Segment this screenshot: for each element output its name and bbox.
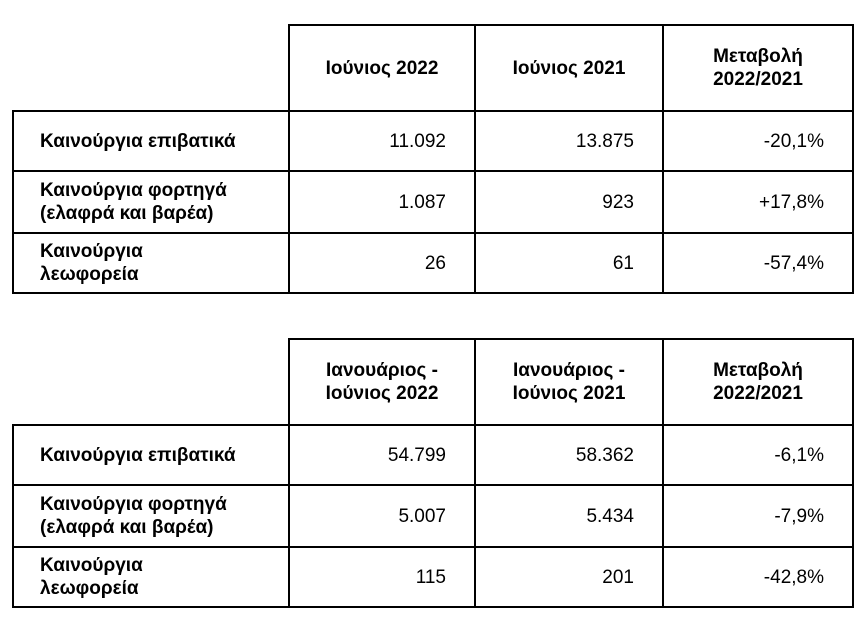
cell-change: -6,1% bbox=[663, 425, 853, 485]
empty-corner-cell bbox=[13, 339, 289, 425]
header-change-line1: Μεταβολή bbox=[713, 46, 803, 67]
header-change-line1: Μεταβολή bbox=[713, 360, 803, 381]
cell-value-2022: 54.799 bbox=[289, 425, 475, 485]
jan-june-registrations-table bbox=[12, 338, 854, 608]
header-line2: Ιούνιος 2022 bbox=[325, 383, 439, 404]
table-row bbox=[13, 425, 853, 485]
header-change bbox=[663, 339, 853, 425]
header-line1: Ιανουάριος - bbox=[513, 360, 625, 381]
table-row bbox=[13, 171, 853, 233]
header-line1: Ιανουάριος - bbox=[326, 360, 438, 381]
row-label-line2: (ελαφρά και βαρέα) bbox=[40, 203, 214, 224]
header-june-2022: Ιούνιος 2022 bbox=[289, 25, 475, 111]
table-header-row bbox=[13, 339, 853, 425]
empty-corner-cell bbox=[13, 25, 289, 111]
cell-value-2022: 115 bbox=[289, 547, 475, 607]
cell-change: -57,4% bbox=[663, 233, 853, 293]
cell-value-2021: 923 bbox=[475, 171, 663, 233]
cell-value-2021: 13.875 bbox=[475, 111, 663, 171]
cell-value-2022: 11.092 bbox=[289, 111, 475, 171]
header-change bbox=[663, 25, 853, 111]
row-label-trucks bbox=[13, 171, 289, 233]
row-label-line1: Καινούργια φορτηγά bbox=[40, 180, 227, 201]
cell-change: -7,9% bbox=[663, 485, 853, 547]
table-header-row bbox=[13, 25, 853, 111]
cell-value-2022: 1.087 bbox=[289, 171, 475, 233]
cell-value-2021: 61 bbox=[475, 233, 663, 293]
row-label-trucks bbox=[13, 485, 289, 547]
header-jan-june-2022 bbox=[289, 339, 475, 425]
row-label-line1: Καινούργια bbox=[40, 241, 143, 262]
header-june-2021: Ιούνιος 2021 bbox=[475, 25, 663, 111]
header-jan-june-2021 bbox=[475, 339, 663, 425]
table-row bbox=[13, 233, 853, 293]
cell-change: -20,1% bbox=[663, 111, 853, 171]
row-label-passenger-cars: Καινούργια επιβατικά bbox=[13, 425, 289, 485]
table-row bbox=[13, 485, 853, 547]
cell-value-2021: 201 bbox=[475, 547, 663, 607]
table-row bbox=[13, 111, 853, 171]
row-label-buses bbox=[13, 233, 289, 293]
row-label-line1: Καινούργια φορτηγά bbox=[40, 494, 227, 515]
cell-change: -42,8% bbox=[663, 547, 853, 607]
cell-value-2022: 5.007 bbox=[289, 485, 475, 547]
cell-change: +17,8% bbox=[663, 171, 853, 233]
row-label-line2: λεωφορεία bbox=[40, 578, 139, 599]
row-label-line2: (ελαφρά και βαρέα) bbox=[40, 517, 214, 538]
cell-value-2021: 58.362 bbox=[475, 425, 663, 485]
row-label-line1: Καινούργια bbox=[40, 555, 143, 576]
table-row bbox=[13, 547, 853, 607]
june-registrations-table bbox=[12, 24, 854, 294]
header-change-line2: 2022/2021 bbox=[713, 383, 803, 404]
header-change-line2: 2022/2021 bbox=[713, 69, 803, 90]
cell-value-2022: 26 bbox=[289, 233, 475, 293]
header-line2: Ιούνιος 2021 bbox=[512, 383, 626, 404]
row-label-line2: λεωφορεία bbox=[40, 264, 139, 285]
row-label-buses bbox=[13, 547, 289, 607]
row-label-passenger-cars: Καινούργια επιβατικά bbox=[13, 111, 289, 171]
cell-value-2021: 5.434 bbox=[475, 485, 663, 547]
